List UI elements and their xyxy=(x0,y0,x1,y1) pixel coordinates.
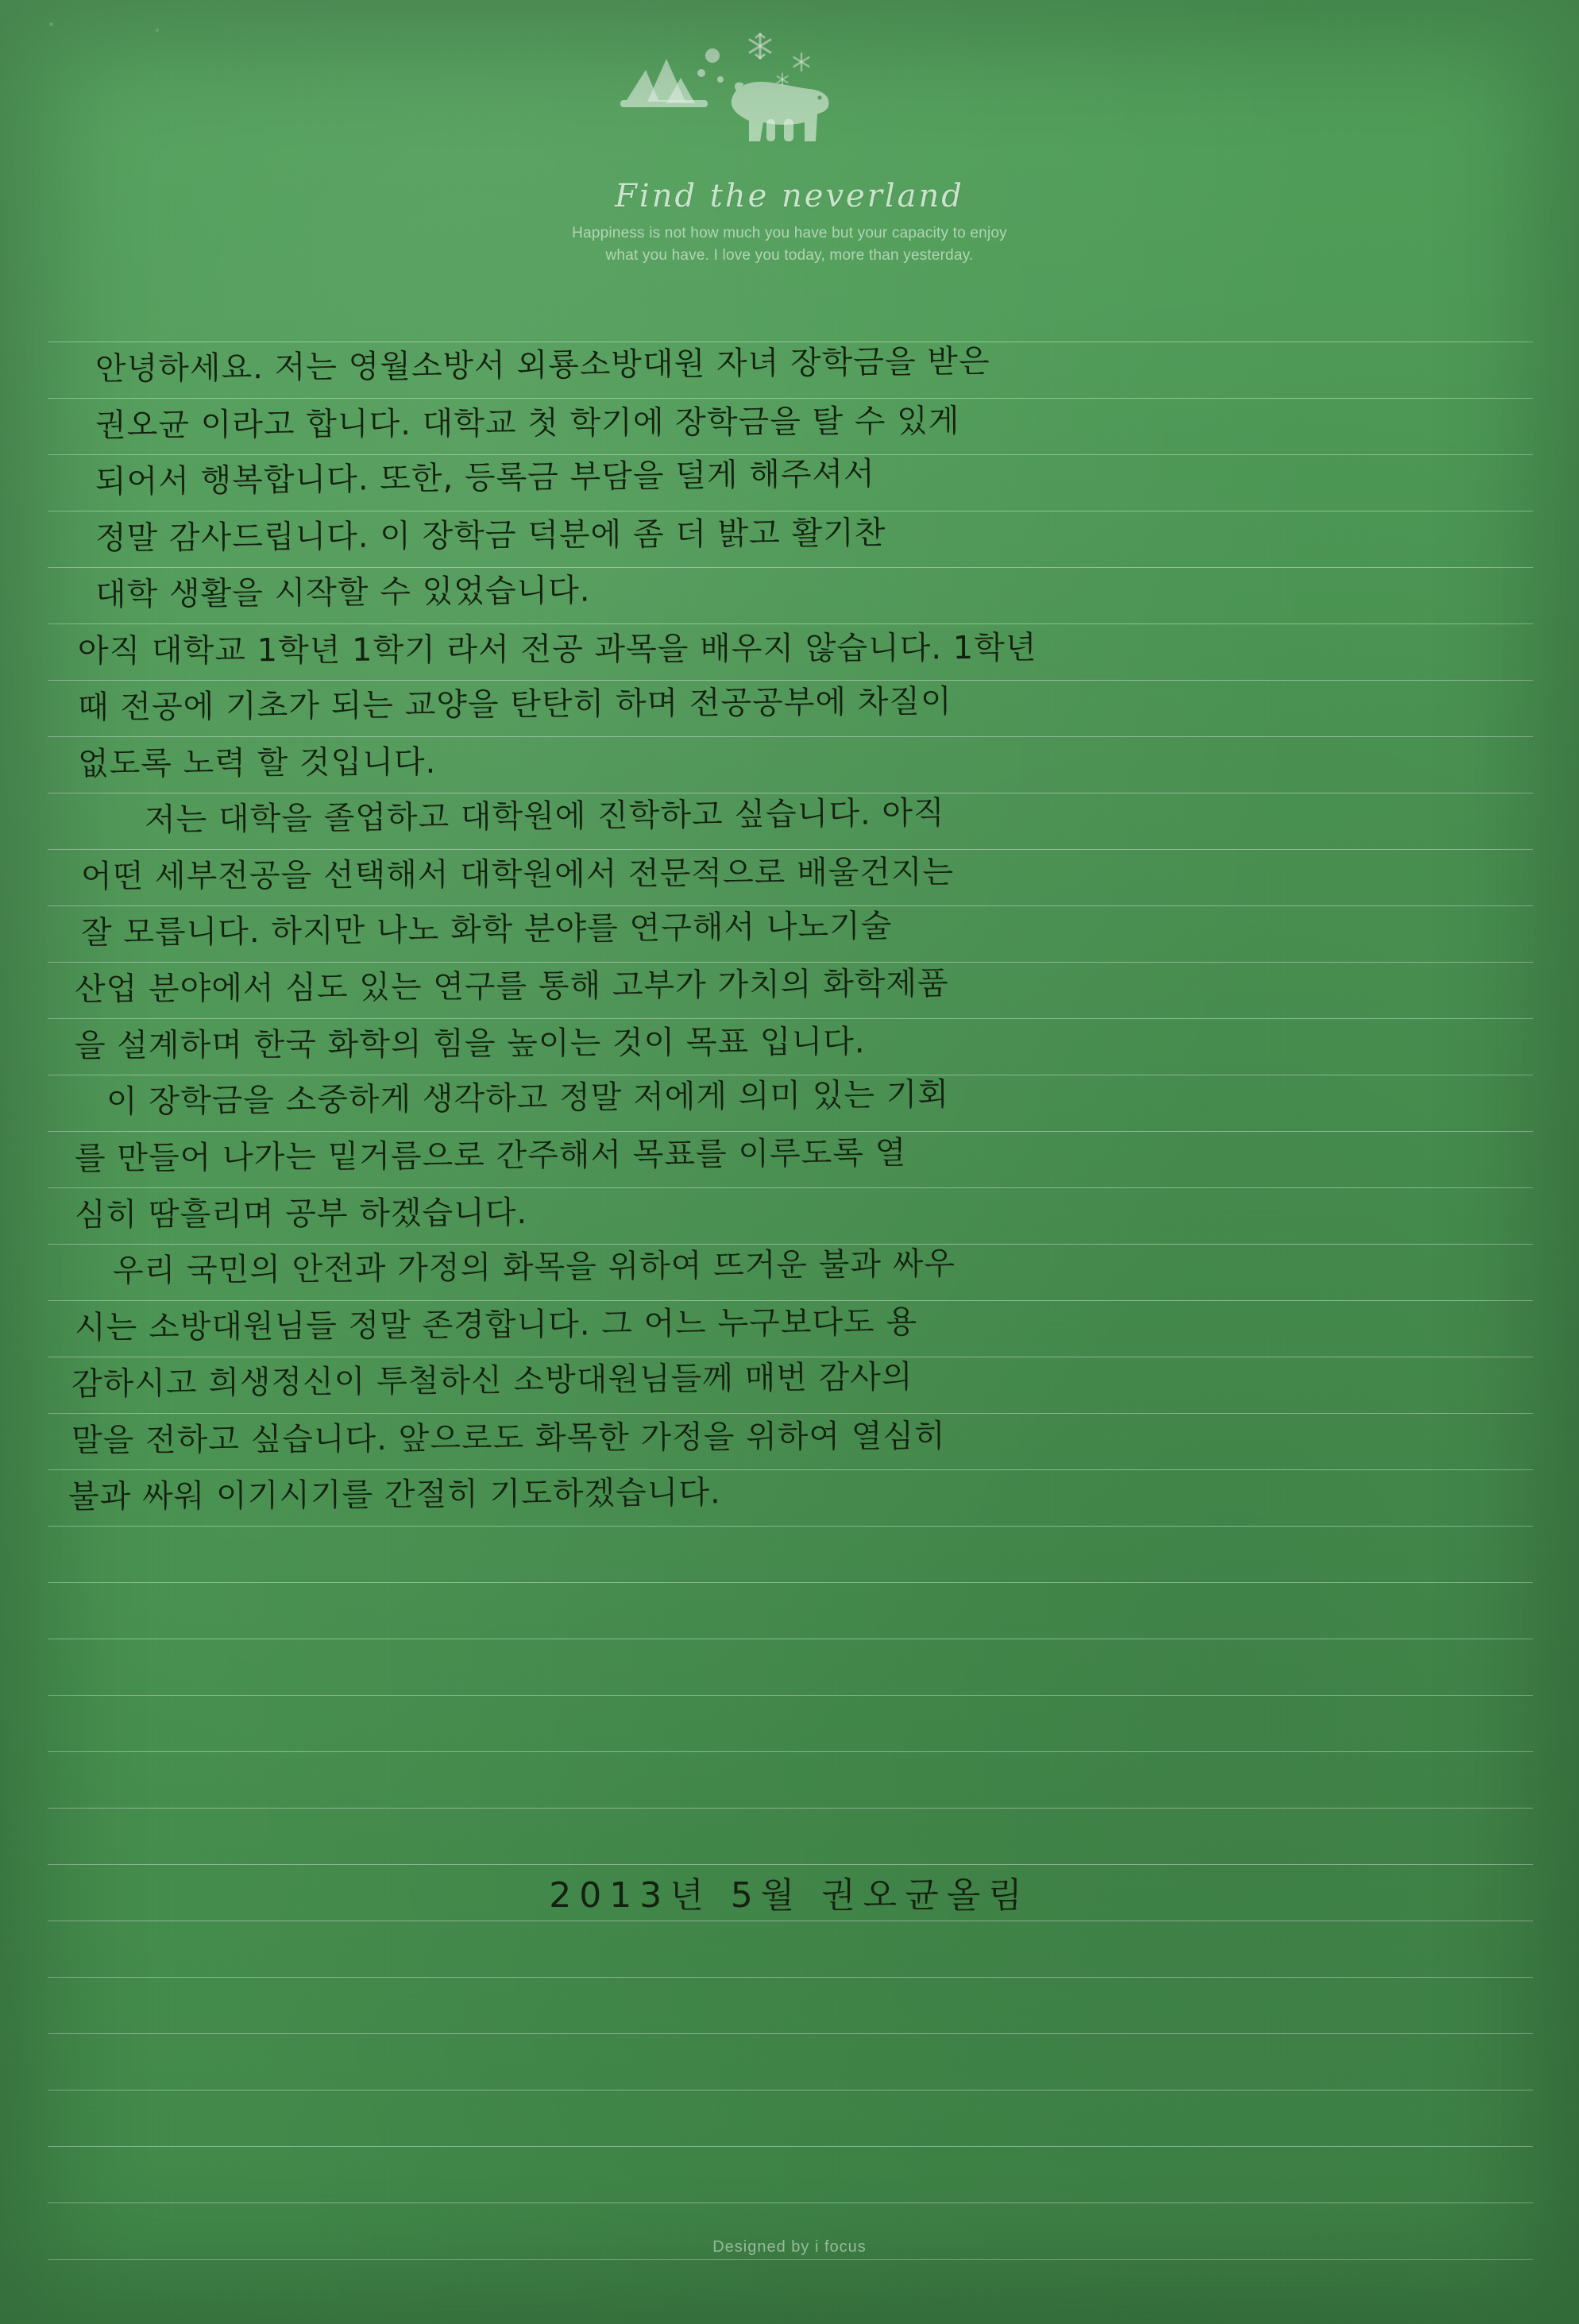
letter-line: 없도록 노력 할 것입니다. xyxy=(77,743,437,782)
letter-line: 되어서 행복합니다. 또한, 등록금 부담을 덜게 해주셔서 xyxy=(95,455,875,500)
letter-body xyxy=(0,342,1579,1526)
letter-line: 시는 소방대원님들 정말 존경합니다. 그 어느 누구보다도 용 xyxy=(74,1303,918,1346)
letter-line: 아직 대학교 1학년 1학기 라서 전공 과목을 배우지 않습니다. 1학년 xyxy=(77,629,1037,670)
letter-line: 를 만들어 나가는 밑거름으로 간주해서 목표를 이루도록 열 xyxy=(74,1134,907,1177)
snowflake-icon xyxy=(778,74,788,86)
brand-tagline xyxy=(0,222,1579,266)
letter-line: 감하시고 희생정신이 투철하신 소방대원님들께 매번 감사의 xyxy=(71,1358,913,1403)
paper-speck xyxy=(49,22,53,26)
letter-line: 우리 국민의 안전과 가정의 화목을 위하여 뜨거운 불과 싸우 xyxy=(112,1245,956,1290)
snowflake-icon xyxy=(750,34,770,58)
letter-line: 대학 생활을 시작할 수 있었습니다. xyxy=(95,572,591,613)
polar-bear-icon xyxy=(732,82,829,141)
letter-line: 어떤 세부전공을 선택해서 대학원에서 전문적으로 배울건지는 xyxy=(80,854,955,895)
letter-line: 불과 싸워 이기시기를 간절히 기도하겠습니다. xyxy=(68,1474,721,1515)
letter-line: 때 전공에 기초가 되는 교양을 탄탄히 하며 전공공부에 차질이 xyxy=(77,683,952,726)
letterhead xyxy=(0,32,1579,266)
letter-line: 심히 땀흘리며 공부 하겠습니다. xyxy=(74,1195,528,1233)
brand-script-title: Find the neverland xyxy=(615,178,964,214)
letter-signature: 2013년 5월 권오균올림 xyxy=(549,1875,1030,1916)
footer-credit: Designed by i focus xyxy=(712,2238,867,2256)
letter-line: 을 설계하며 한국 화학의 힘을 높이는 것이 목표 입니다. xyxy=(74,1023,866,1064)
letter-line: 말을 전하고 싶습니다. 앞으로도 화목한 가정을 위하여 열심히 xyxy=(71,1418,946,1459)
letter-line: 잘 모릅니다. 하지만 나노 화학 분야를 연구해서 나노기술 xyxy=(80,908,893,952)
bubble-icon xyxy=(697,48,724,83)
iceberg-icon xyxy=(620,59,708,107)
letter-line: 권오균 이라고 합니다. 대학교 첫 학기에 장학금을 탈 수 있게 xyxy=(95,403,960,444)
letter-line: 정말 감사드립니다. 이 장학금 덕분에 좀 더 밝고 활기찬 xyxy=(95,515,886,557)
brand-tagline-line-1: Happiness is not how much you have but your capacity to enjoy xyxy=(572,225,1007,241)
letter-line: 저는 대학을 졸업하고 대학원에 진학하고 싶습니다. 아직 xyxy=(144,794,945,839)
letter-line: 안녕하세요. 저는 영월소방서 외룡소방대원 자녀 장학금을 받은 xyxy=(95,343,990,388)
brand-tagline-line-2: what you have. I love you today, more than yesterday. xyxy=(605,246,974,264)
letter-line: 이 장학금을 소중하게 생각하고 정말 저에게 의미 있는 기회 xyxy=(106,1076,950,1121)
letterhead-artwork xyxy=(619,32,960,175)
letter-line: 산업 분야에서 심도 있는 연구를 통해 고부가 가치의 화학제품 xyxy=(74,965,949,1008)
snowflake-icon xyxy=(794,53,809,71)
